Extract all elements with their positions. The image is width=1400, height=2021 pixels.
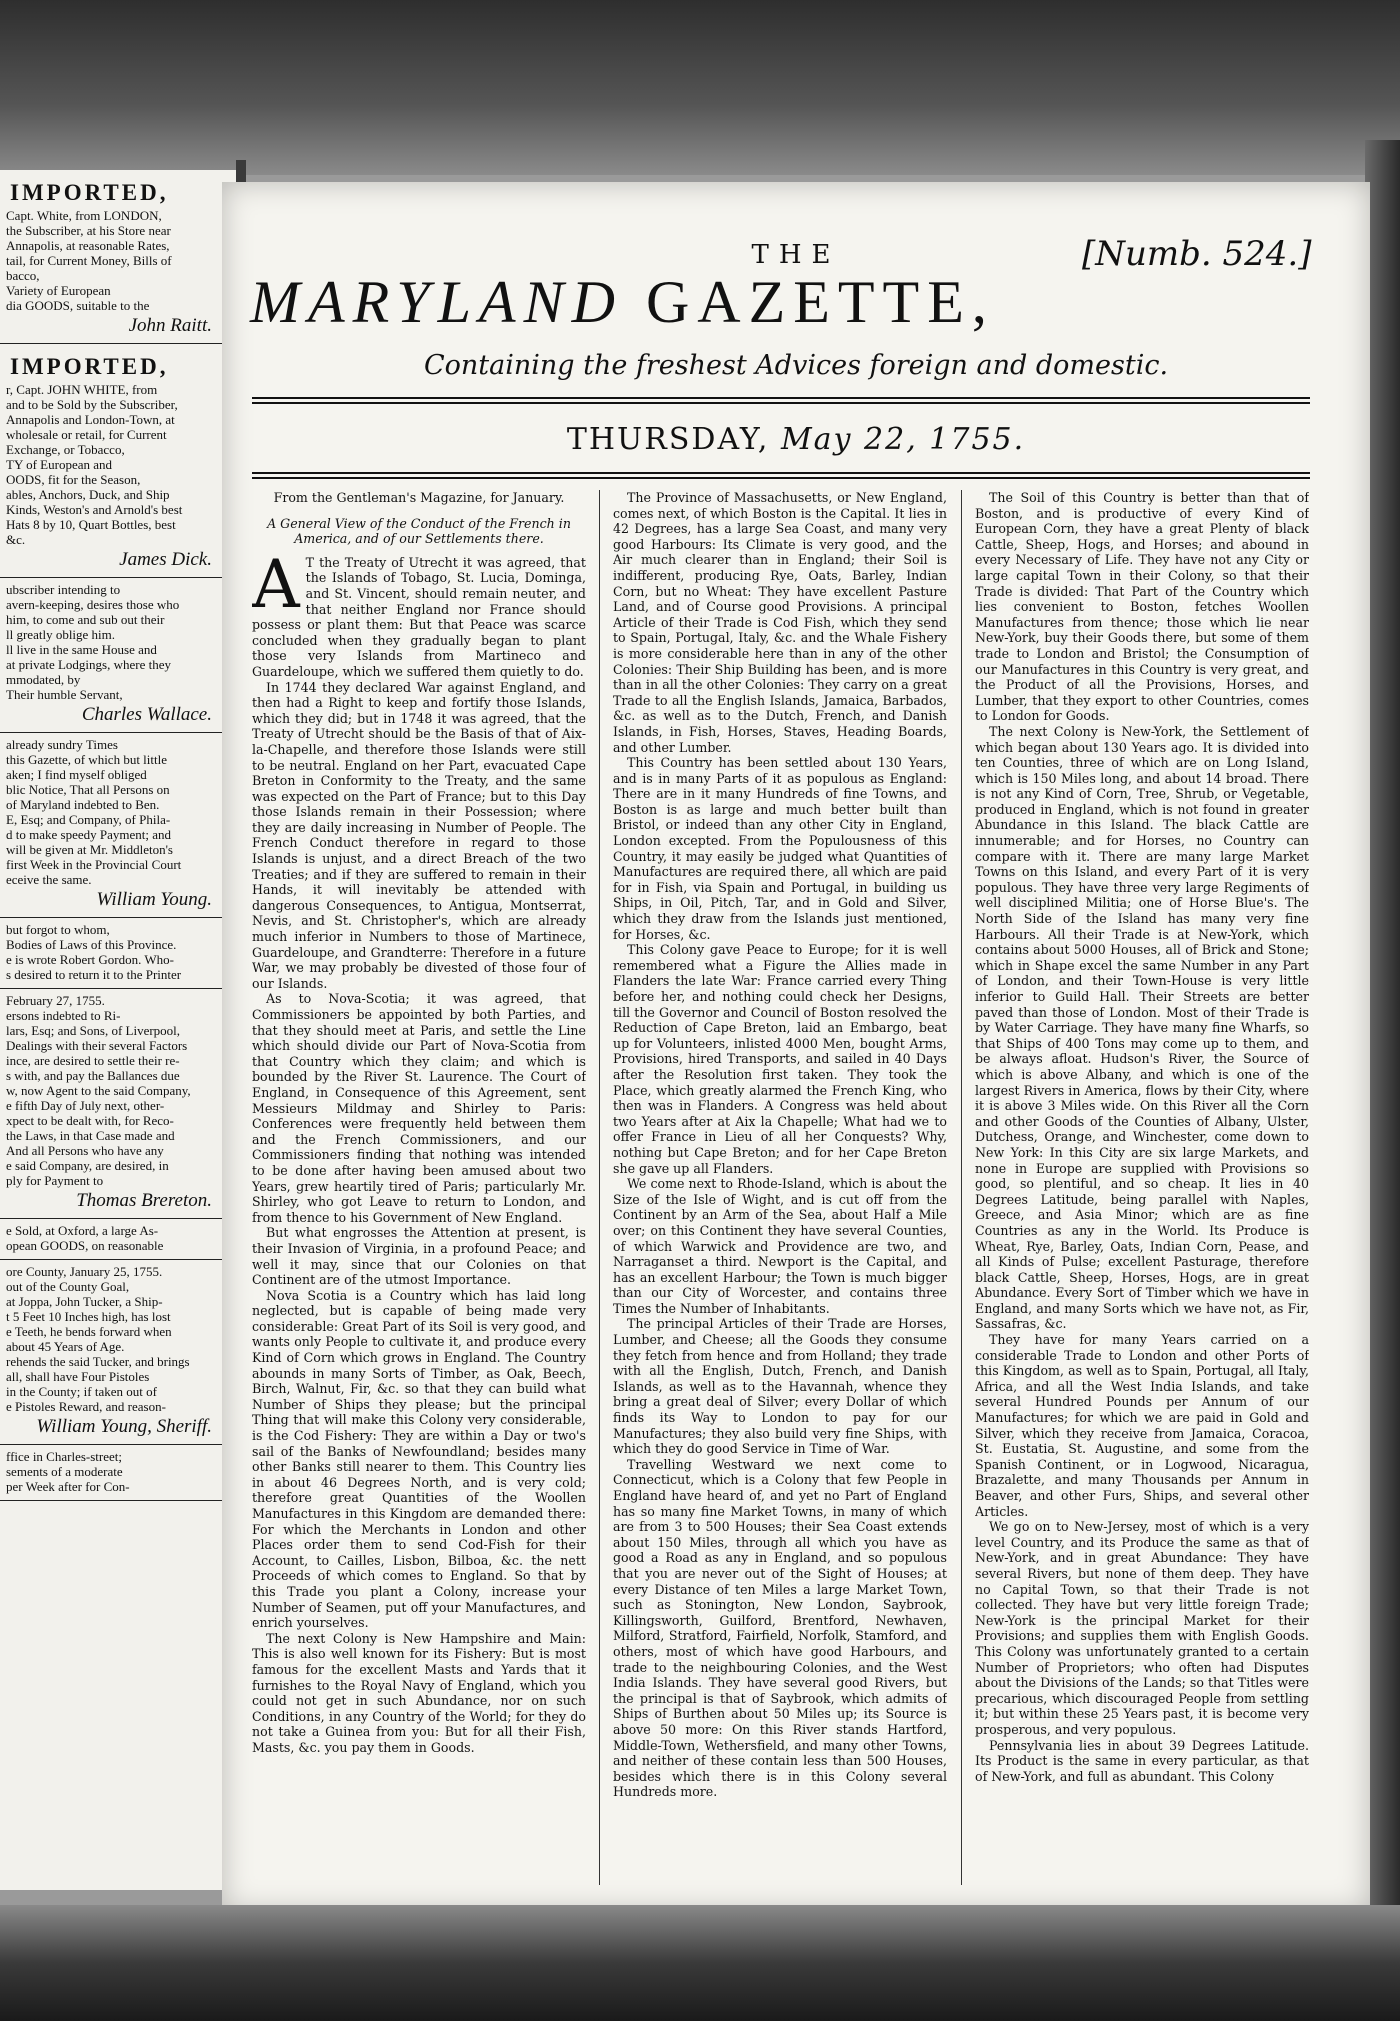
left-page-advert [0,918,236,989]
advert-line: OODS, fit for the Season, [6,472,141,487]
advert-signature: William Young, Sheriff. [36,1416,212,1437]
paragraph: Pennsylvania lies in about 39 Degrees Latitude. Its Product is the same in every particular, as that of New-York, and full as abundant. This Colony [975,1737,1309,1784]
left-page-advert [0,170,236,344]
advert-line: at Joppa, John Tucker, a Ship- [6,1294,163,1309]
advert-line: all, shall have Four Pistoles [6,1369,150,1384]
advert-line: e Pistoles Reward, and reason- [6,1399,166,1414]
paragraph: Nova Scotia is a Country which has laid long neglected, but is capable of being made very considerable: Great Part of its Soil is very good, and wants only People to cultivate it, and produce every Kind of Corn which grows in England. The Country abounds in many Sorts of Timber, as Oak, Beech, Birch, Walnut, Fir, &c. so that they can build what Number of Ships they please; but the principal Thing that will make this Colony very considerable, is the Cod Fishery: They are within a Day or two's sail of the Banks of Newfoundland; besides many other Banks still nearer to them. This Country lies in about 46 Degrees North, and is very cold; therefore great Quantities of the Woollen Manufactures in this Kingdom are demanded there: For which the Merchants in London and other Places order them to send Cod-Fish for their Account, to Cailles, Lisbon, Bilboa, &c. the nett Proceeds of which comes to England. So that by this Trade you plant a Colony, increase your Number of Seamen, put off your Manufactures, and enrich yourselves. [252,1287,586,1631]
article-columns [252,490,1310,1885]
paragraph: This Country has been settled about 130 Years, and is in many Parts of it as populous as England: There are in it many Hundreds of fine Towns, and Boston is as large and much better built than Bristol, or indeed than any other City in England, London excepted. From the Populousness of this Country, it may easily be judged what Quantities of Manufactures are required there, all which are paid for in Fish, via Spain and Portugal, in building us Ships, in Oil, Pitch, Tar, and in Gold and Silver, which they draw from the Islands just mentioned, for Horses, &c. [613,755,947,942]
advert-line: about 45 Years of Age. [6,1339,125,1354]
paragraph: Travelling Westward we next come to Connecticut, which is a Colony that few People in England have heard of, and yet no Part of England has so many fine Market Towns, in many of which are from 3 to 500 Houses; their Sea Coast extends about 150 Miles, through all which you have as good a Road as any in England, and so populous that you are never out of the Sight of Houses; at every Distance of ten Miles a large Market Town, such as Stonington, New London, Saybrook, Killingsworth, Guilford, Brentford, Newhaven, Milford, Stratford, Fairfield, Norfolk, Stamford, and others, most of which have good Harbours, and trade to the neighbouring Colonies, and the West India Islands. They have several good Rivers, but the principal is that of Saybrook, which admits of Ships of Burthen about 50 Miles up; its Source is above 50 more: On this River stands Hartford, Middle-Town, Wethersfield, and many other Towns, and neither of these contain less than 500 Houses, besides which there is in this Colony several Hundreds more. [613,1456,947,1800]
advert-line: already sundry Times [6,737,118,752]
dateline-day: THURSDAY, [566,422,770,457]
masthead-rule-2 [252,402,1310,404]
advert-line: February 27, 1755. [6,993,105,1008]
paragraph: They have for many Years carried on a considerable Trade to London and other Ports of this Kingdom, as well as to Spain, Portugal, all Italy, Africa, and all the West India Islands, and take several Hundred Pounds per Annum of our Manufactures; for which we are paid in Gold and Silver, which they receive from Jamaica, Coracoa, St. Eustatia, St. Augustine, and some from the Spanish Continent, or in Logwood, Nicaragua, Brazalette, and many Thousands per Annum in Beaver, and other Furs, Ships, and several other Articles. [975,1332,1309,1519]
dateline-date: May 22, 1755. [780,422,1026,457]
advert-line: Hats 8 by 10, Quart Bottles, best [6,517,176,532]
paragraph: The next Colony is New-York, the Settlement of which began about 130 Years ago. It is divided into ten Counties, three of which are on Long Island, which is 150 Miles long, and about 14 broad. There is not any Kind of Corn, Tree, Shrub, or Vegetable, produced in England, which is not found in greater Abundance in this Island. The black Cattle are innumerable; and for Horses, no Country can compare with it. There are many large Market Towns on this Island, and every Part of it is very populous. They have three very large Regiments of well disciplined Militia; one of Horse Blue's. The North Side of the Island has many very fine Harbours. All their Trade is at New-York, which contains about 5000 Houses, all of Brick and Stone; which in Shape excel the same Number in any Part of London, and their Town-House is very little inferior to Guild Hall. Their Streets are better paved than those of London. Most of their Trade is by Water Carriage. They have many fine Wharfs, so that Ships of 400 Tons may come up to them, and be always afloat. Hudson's River, the Source of which is above Albany, and which is one of the largest Rivers in America, flows by their City, where it is above 3 Miles wide. On this River all the Corn and other Goods of the Counties of Albany, Ulster, Dutchess, Orange, and Winchester, come down to New York: In this City are six large Markets, and none in Europe are supplied with Provisions so good, so plentiful, and so cheap. It lies in 40 Degrees Latitude, being parallel with Naples, Greece, and Asia Minor; which are as fine Countries as any in the World. Its Produce is Wheat, Rye, Barley, Oats, Indian Corn, Pease, and all Kinds of Pulse; excellent Pasturage, therefore black Cattle, Sheep, Horses, Hogs, are in great Abundance. Every Sort of Timber which we have in England, and many Sorts which we have not, as Fir, Sassafras, &c. [975,723,1309,1332]
drop-cap: A [252,545,300,623]
paragraph: The next Colony is New Hampshire and Main: This is also well known for its Fishery: But is most famous for the excellent Masts and Yards that it furnishes to the Royal Navy of England, which you could not get in such Abundance, nor on such Conditions, in any Country of the World; for they do not take a Guinea from you: But for all their Fish, Masts, &c. you pay them in Goods. [252,1630,586,1755]
advert-line: mmodated, by [6,672,81,687]
paragraph: The Province of Massachusetts, or New England, comes next, of which Boston is the Capital. It lies in 42 Degrees, has a large Sea Coast, and many very good Harbours: Its Climate is very good, and the Air much clearer than in England; their Soil is indifferent, producing Rye, Oats, Barley, Indian Corn, but no Wheat: They have excellent Pasture Land, and of Course good Provisions. A principal Article of their Trade is Cod Fish, which they send to Spain, Portugal, Italy, &c. and the Whale Fishery is more considerable here than in any of the other Colonies: Their Ship Building has been, and is more than in all the other Colonies: They carry on a great Trade to all the English Islands, Jamaica, Barbados, &c. as well as to the Dutch, French, and Danish Islands, in Fish, Horses, Staves, Heading Boards, and other Lumber. [613,490,947,755]
advert-line: d to make speedy Payment; and [6,827,171,842]
advert-signature: John Raitt. [128,315,212,336]
advert-line: Variety of European [6,283,111,298]
advert-line: him, to come and sub out their [6,612,165,627]
column-3 [975,490,1309,1885]
paragraph: The Soil of this Country is better than that of Boston, and is productive of every Kind of European Corn, they have a great Plenty of black Cattle, Sheep, Hogs, and Horses; and abound in every Necessary of Life. They have not any City or large capital Town in their Colony, so that their Trade is divided: That Part of the Country which lies convenient to Boston, fetches Woollen Manufactures from thence; those which lie near New-York, buy their Goods there, but some of them trade to London and Bristol; the Consumption of our Manufactures in this Country is very great, and the Product of all the Provisions, Horses, and Lumber, that they export to other Countries, comes to London for Goods. [975,490,1309,724]
column-2 [613,490,947,1885]
advert-line: E, Esq; and Company, of Phila- [6,812,171,827]
advert-line: e Teeth, he bends forward when [6,1324,172,1339]
column-1-body [252,545,586,1756]
article-source: From the Gentleman's Magazine, for January. [273,490,565,505]
newspaper-page [222,182,1370,1912]
scanner-shadow-right [1365,140,1400,1940]
advert-line: in the County; if taken out of [6,1384,157,1399]
issue-number: [Numb. 524.] [1082,234,1312,274]
advert-line: the Laws, in that Case made and [6,1128,175,1143]
advert-line: Annapolis and London-Town, at [6,412,175,427]
masthead-the: THE [751,240,841,270]
advert-line: tail, for Current Money, Bills of [6,253,172,268]
advert-line: will be given at Mr. Middleton's [6,842,173,857]
advert-line: wholesale or retail, for Current [6,427,167,442]
advert-line: Capt. White, from LONDON, [6,208,162,223]
advert-heading: IMPORTED, [10,180,169,205]
advert-line: of Maryland indebted to Ben. [6,797,160,812]
left-page-advert [0,578,236,733]
advert-line: Their humble Servant, [6,687,123,702]
advert-line: this Gazette, of which but little [6,752,168,767]
left-page-advert [0,1219,236,1260]
advert-line: r, Capt. JOHN WHITE, from [6,382,158,397]
advert-line: but forgot to whom, [6,922,110,937]
advert-line: Bodies of Laws of this Province. [6,937,177,952]
advert-line: ersons indebted to Ri- [6,1008,121,1023]
advert-line: ffice in Charles-street; [6,1449,122,1464]
advert-line: e said Company, are desired, in [6,1158,169,1173]
advert-signature: William Young. [96,889,212,910]
advert-line: TY of European and [6,457,113,472]
advert-line: sements of a moderate [6,1464,123,1479]
advert-line: And all Persons who have any [6,1143,164,1158]
advert-line: rehends the said Tucker, and brings [6,1354,190,1369]
advert-line: Annapolis, at reasonable Rates, [6,238,170,253]
advert-line: e Sold, at Oxford, a large As- [6,1223,159,1238]
advert-line: Dealings with their several Factors [6,1038,188,1053]
advert-line: blic Notice, That all Persons on [6,782,170,797]
paragraph: The principal Articles of their Trade are Horses, Lumber, and Cheese; all the Goods they consume they fetch from hence and from Holland; they trade with all the English, Dutch, French, and Danish Islands, as well as to the Havannah, whence they bring a great deal of Silver; every Dollar of which finds its Way to London to pay for our Manufactures; they also build very fine Ships, with which they do good Service in Time of War. [613,1316,947,1457]
advert-signature: Charles Wallace. [81,704,212,725]
title-maryland: MARYLAND [250,269,623,335]
advert-line: eceive the same. [6,872,92,887]
advert-line: xpect to be dealt with, for Reco- [6,1113,174,1128]
advert-line: out of the County Goal, [6,1279,130,1294]
paragraph [252,545,586,680]
dateline [222,422,1370,457]
advert-line: ore County, January 25, 1755. [6,1264,163,1279]
advert-line: &c. [6,532,26,547]
scanner-shadow-top [0,0,1400,175]
advert-line: w, now Agent to the said Company, [6,1083,191,1098]
masthead-rule [252,397,1310,399]
advert-line: e is wrote Robert Gordon. Who- [6,952,175,967]
advert-line: and to be Sold by the Subscriber, [6,397,178,412]
column-1 [252,490,586,1885]
advert-line: t 5 Feet 10 Inches high, has lost [6,1309,171,1324]
advert-line: first Week in the Provincial Court [6,857,182,872]
advert-line: s desired to return it to the Printer [6,967,182,982]
left-page-advert [0,1260,236,1445]
column-divider [961,490,962,1885]
paragraph-text: T the Treaty of Utrecht it was agreed, that the Islands of Tobago, St. Lucia, Dominga, and St. Vincent, should remain neuter, and that neither England nor France should possess or plant them: But that Peace was scarce concluded when they gradually began to plant those very Islands from Martineco and Guardeloupe, which we suffered them quietly to do. [252,554,586,679]
paragraph: This Colony gave Peace to Europe; for it is well remembered what a Figure the Allies made in Flanders the late War: France carried every Thing before her, and nothing could check her Designs, till the Governor and Council of Boston resolved the Reduction of Cape Breton, laid an Embargo, beat up for Volunteers, inlisted 4000 Men, bought Arms, Provisions, hired Transports, and sailed in 40 Days after the Resolution first taken. They took the Place, which greatly alarmed the French King, who then was in Flanders. A Congress was held about two Years after at Aix la Chapelle; What had we to offer France in Lieu of all her Conquests? Why, nothing but Cape Breton; and for her Cape Breton she gave up all Flanders. [613,942,947,1176]
article-headline: A General View of the Conduct of the French in America, and of our Settlements there. [267,515,571,547]
paragraph: As to Nova-Scotia; it was agreed, that Commissioners be appointed by both Parties, and that they should meet at Paris, and settle the Line which should divide our Part of Nova-Scotia from that Country which they claim; and which is bounded by the River St. Laurence. The Court of England, in Consequence of this Agreement, sent Messieurs Mildmay and Shirley to Paris: Conferences were frequently held between them and the French Commissioners, and our Commissioners finding that nothing was intended to be done after having been amused about two Years, grew heartily tired of Paris; particularly Mr. Shirley, who got Leave to return to London, and from thence to his Government of New England. [252,991,586,1225]
newspaper-title [250,268,1340,337]
advert-line: Exchange, or Tobacco, [6,442,125,457]
advert-line: ince, are desired to settle their re- [6,1053,180,1068]
advert-line: per Week after for Con- [6,1479,130,1494]
advert-line: ply for Payment to [6,1173,104,1188]
title-gazette: GAZETTE, [645,269,995,335]
advert-line: avern-keeping, desires those who [6,597,180,612]
advert-line: ubscriber intending to [6,582,121,597]
paragraph: But what engrosses the Attention at present, is their Invasion of Virginia, in a profound Peace; and well it may, since that our Colonies on that Continent are of the utmost Importance. [252,1225,586,1288]
advert-line: at private Lodgings, where they [6,657,171,672]
advert-line: the Subscriber, at his Store near [6,223,171,238]
left-page-advert [0,1445,236,1501]
advert-line: e fifth Day of July next, other- [6,1098,165,1113]
advert-signature: Thomas Brereton. [76,1190,212,1211]
advert-line: lars, Esq; and Sons, of Liverpool, [6,1023,181,1038]
left-adjacent-page [0,170,236,1890]
paragraph: We come next to Rhode-Island, which is about the Size of the Isle of Wight, and is cut off from the Continent by an Arm of the Sea, about Half a Mile over; on this Continent they have several Counties, of which Warwick and Providence are two, and Narraganset a third. Newport is the Capital, and has an excellent Harbour; the Town is much bigger than our City of Worcester, and contains three Times the Number of Inhabitants. [613,1176,947,1316]
advert-line: s with, and pay the Ballances due [6,1068,180,1083]
scanner-shadow-bottom [0,1905,1400,2021]
advert-line: ables, Anchors, Duck, and Ship [6,487,170,502]
dateline-rule-2 [252,477,1310,479]
left-page-advert [0,344,236,578]
newspaper-subtitle: Containing the freshest Advices foreign and domestic. [423,350,1169,381]
paragraph: In 1744 they declared War against England, and then had a Right to keep and fortify those Islands, which they did; but in 1748 it was agreed, that the Treaty of Utrecht should be the Basis of that of Aix-la-Chapelle, and therefore those Islands were still to be neutral. England on her Part, evacuated Cape Breton in Conformity to the Treaty, and the same was expected on the Part of France; but to this Day those Islands remain in their Possession; where they are daily increasing in Number of People. The French Conduct therefore in regard to those Islands is unjust, and a direct Breach of the two Treaties; and if they are suffered to remain in their Hands, it will inevitably be attended with dangerous Consequences, to Antigua, Montserrat, Nevis, and St. Christopher's, which are already much inferior in Numbers to those of Martinece, Guardeloupe, and Grandterre: Therefore in a future War, we may probably be divested of those four of our Islands. [252,679,586,991]
advert-line: aken; I find myself obliged [6,767,147,782]
left-page-advert [0,989,236,1219]
advert-line: opean GOODS, on reasonable [6,1238,164,1253]
advert-line: bacco, [6,268,40,283]
paragraph: We go on to New-Jersey, most of which is a very level Country, and its Produce the same as that of New-York, and in great Abundance: They have several Rivers, but none of them deep. They have no Capital Town, so that their Trade is not collected. They have but very little foreign Trade; New-York is the principal Market for their Provisions; and supplies them with English Goods. This Colony was unfortunately granted to a certain Number of Proprietors; who often had Disputes about the Divisions of the Lands; so that Titles were precarious, which discouraged People from settling it; but within these 25 Years past, it is become very prosperous, and very populous. [975,1519,1309,1737]
column-divider [599,490,600,1885]
dateline-rule [252,472,1310,474]
left-page-advert [0,733,236,918]
advert-signature: James Dick. [119,549,212,570]
advert-line: ll live in the same House and [6,642,157,657]
advert-line: Kinds, Weston's and Arnold's best [6,502,183,517]
advert-heading: IMPORTED, [10,354,169,379]
advert-line: ll greatly oblige him. [6,627,116,642]
advert-line: dia GOODS, suitable to the [6,298,150,313]
